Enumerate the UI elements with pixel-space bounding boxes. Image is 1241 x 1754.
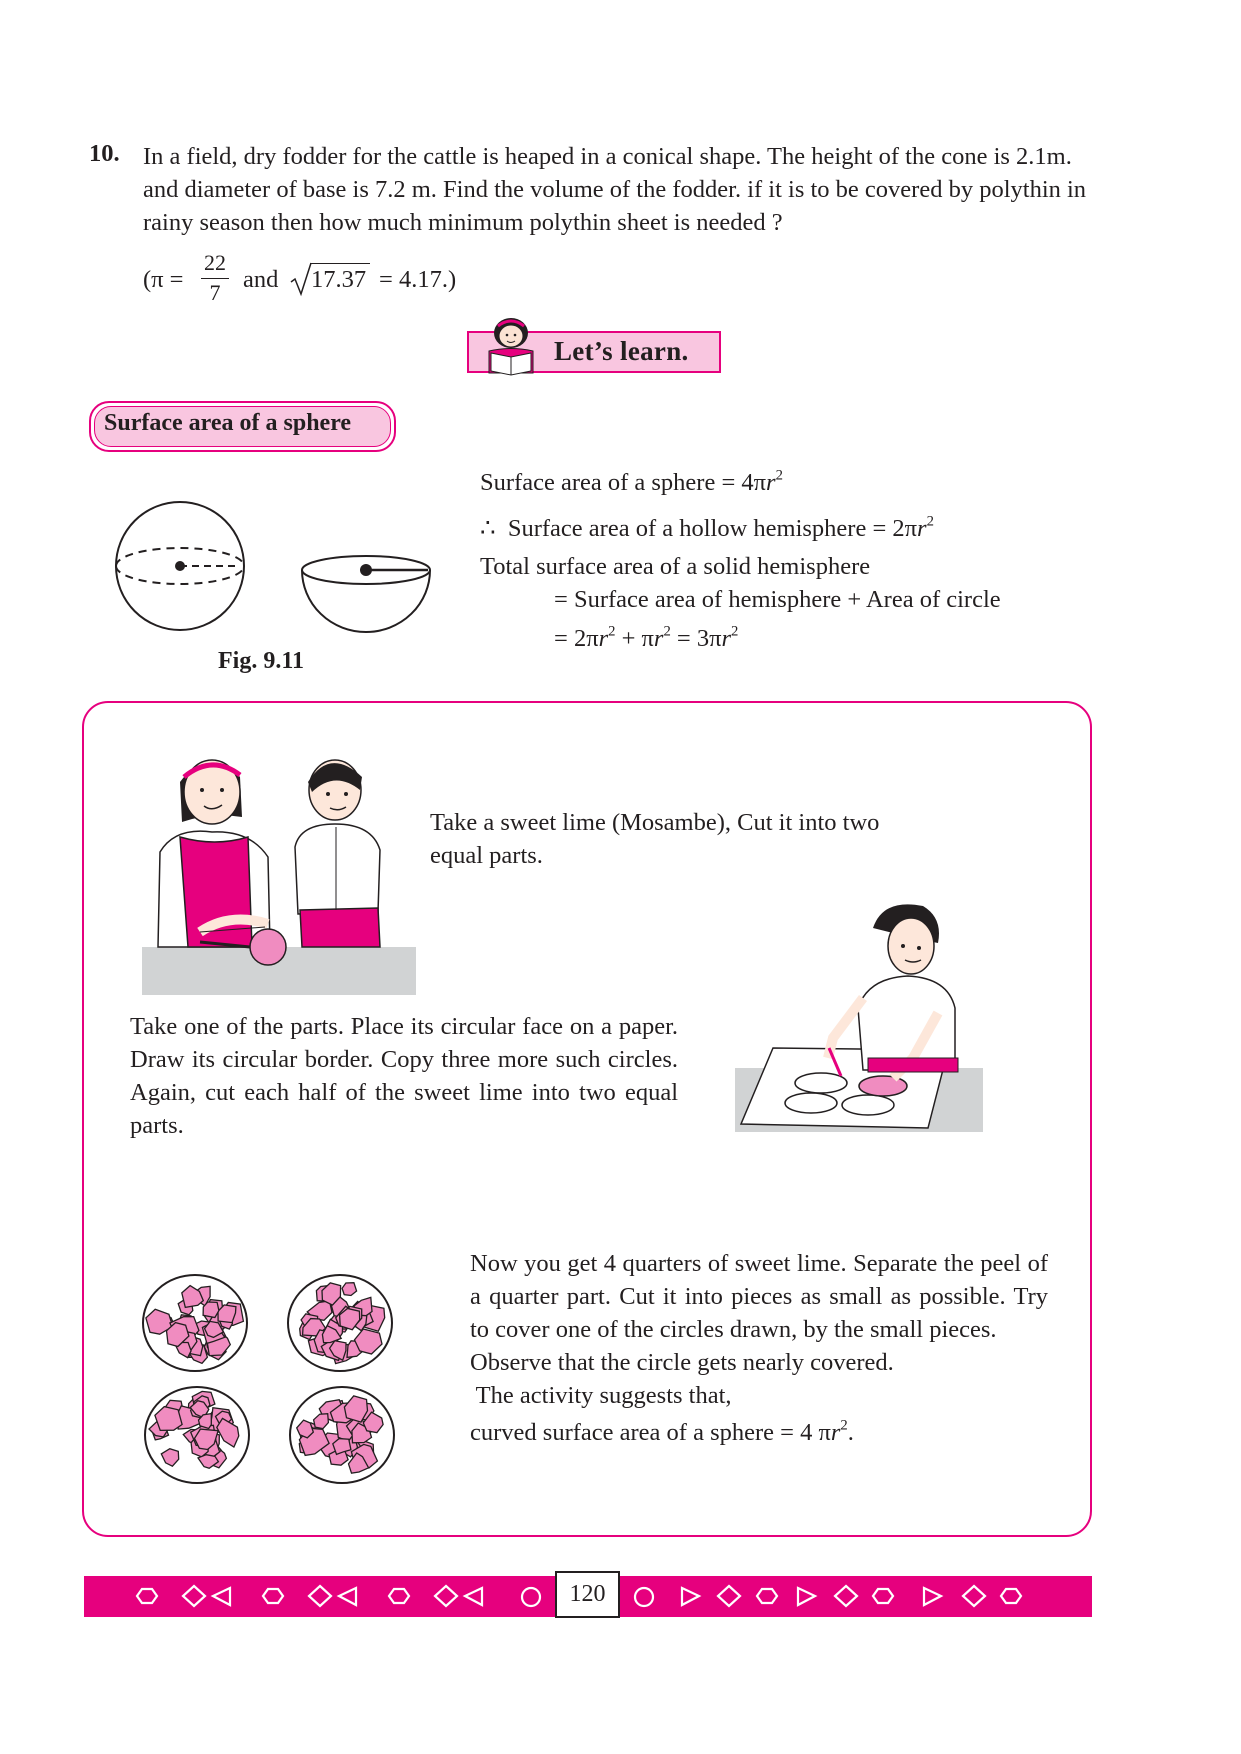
activity-step-1: Take a sweet lime (Mosambe), Cut it into two equal parts. [430,809,880,869]
lets-learn-label: Let’s learn. [554,336,689,366]
question-hint [143,248,543,312]
activity-conclusion: curved surface area of a sphere = 4 $\pi r^2$. [470,1417,854,1446]
question-number: 10. [89,140,120,167]
formula-line-2: ∴ Surface area of a hollow hemisphere = $2\pi r^2$ [480,513,934,542]
figure-caption: Fig. 9.11 [218,648,305,674]
girl-reading-icon [481,313,541,377]
hint-radicand: 17.37 [311,266,367,293]
peel-covered-circles-illustration [137,1265,433,1495]
boy-tracing-circles-illustration [733,898,987,1134]
formula-line-5: = $2\pi r^2 + \pi r^2 = 3\pi r^2$ [554,623,739,652]
question-text: In a field, dry fodder for the cattle is heaped in a conical shape. The height of the cone is 2.1m. and diameter of base is 7.2 m. Find the volume of the fodder. if it is to be covered by polythin in rainy season then how much minimum polythin sheet is needed ? [143,143,1087,236]
activity-step-3-line-3: The activity suggests that, [470,1382,732,1409]
hint-result: = 4.17.) [379,266,457,293]
hint-pi-open: (π = [143,266,184,293]
peel-circle [143,1275,247,1371]
children-cutting-illustration [140,742,420,997]
activity-step-3-line-1: Now you get 4 quarters of sweet lime. Separate the peel of a quarter part. Cut it into pieces as small as possible. Try to cover one of the circles drawn, by the small pieces. [470,1250,1048,1343]
lets-learn-banner [467,331,721,373]
formula-block [480,466,1100,655]
peel-circle [290,1387,394,1483]
formula-line-1: Surface area of a sphere = $4\pi r^2$ [480,467,783,496]
activity-step-3-line-2: Observe that the circle gets nearly covered. [470,1349,894,1376]
peel-piece [203,1302,219,1318]
topic-heading [89,401,396,452]
square-root-sign [290,262,312,298]
peel-piece [342,1283,357,1296]
sqrt-overline [310,263,370,264]
page-number: 120 [555,1571,620,1618]
activity-step-3 [470,1247,1048,1449]
peel-circle [288,1275,392,1371]
sphere-drawing [116,502,244,630]
formula-line-3: Total surface area of a solid hemisphere [480,553,871,580]
activity-step-2: Take one of the parts. Place its circular face on a paper. Draw its circular border. Copy three more such circles. Again, cut each half of the sweet lime into two equal parts. [130,1013,678,1139]
peel-circle [145,1387,249,1483]
hint-frac-den: 7 [209,280,221,305]
hint-and: and [243,266,279,293]
topic-title: Surface area of a sphere [104,410,352,436]
sphere-hemisphere-figure [110,500,440,640]
hemisphere-drawing [302,556,430,632]
formula-line-4: = Surface area of hemisphere + Area of circle [554,586,1001,613]
therefore-symbol: ∴ [480,515,496,542]
hint-frac-num: 22 [204,250,226,275]
